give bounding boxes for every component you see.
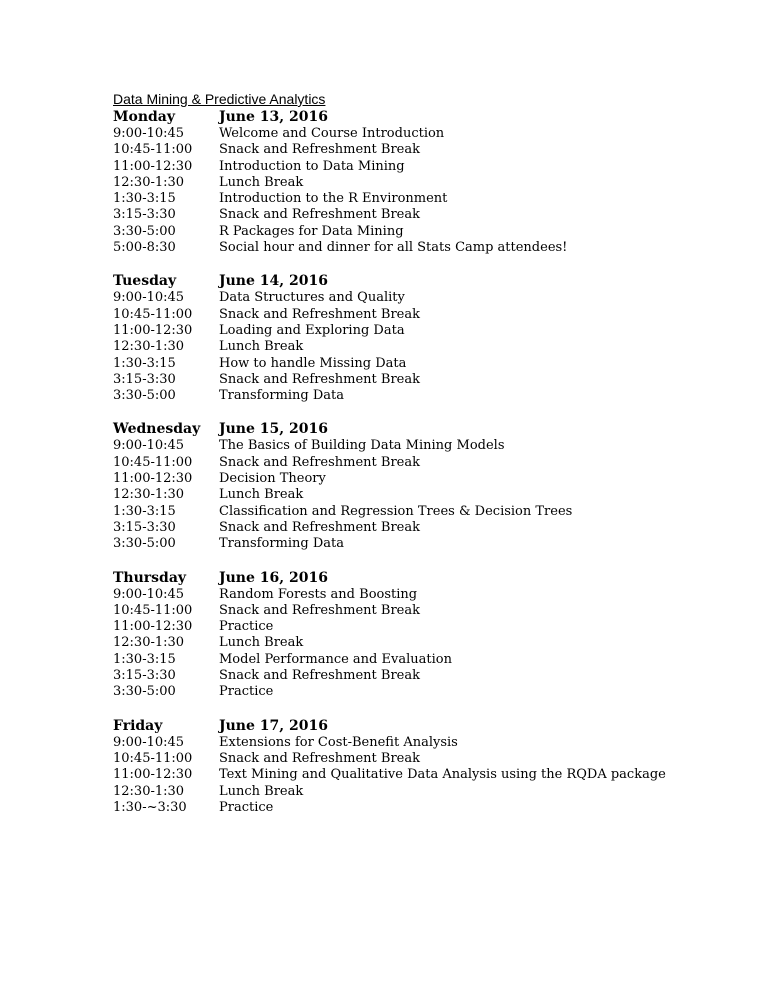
session-activity: Practice (219, 799, 274, 815)
session-row (113, 751, 733, 767)
document-title: Data Mining & Predictive Analytics (113, 91, 326, 107)
day-date: June 14, 2016 (219, 273, 328, 290)
session-activity: Lunch Break (219, 635, 304, 651)
day-header (113, 272, 733, 290)
day-name: Tuesday (113, 273, 177, 290)
session-time: 3:15-3:30 (113, 371, 176, 387)
day-name: Wednesday (113, 421, 201, 438)
session-time: 12:30-1:30 (113, 487, 185, 503)
session-time: 9:00-10:45 (113, 734, 185, 750)
session-row (113, 487, 733, 503)
session-activity: Decision Theory (219, 471, 326, 487)
session-row (113, 175, 733, 191)
session-time: 12:30-1:30 (113, 174, 185, 190)
session-activity: Introduction to Data Mining (219, 158, 405, 174)
session-time: 12:30-1:30 (113, 339, 185, 355)
session-row (113, 635, 733, 651)
day-date: June 15, 2016 (219, 421, 328, 438)
session-row (113, 191, 733, 207)
day-section-thursday (113, 569, 733, 701)
day-date: June 17, 2016 (219, 717, 328, 734)
session-row (113, 735, 733, 751)
session-activity: Welcome and Course Introduction (219, 126, 445, 141)
session-time: 11:00-12:30 (113, 322, 193, 338)
session-time: 10:45-11:00 (113, 142, 193, 158)
session-activity: R Packages for Data Mining (219, 223, 404, 239)
session-activity: Transforming Data (219, 536, 344, 552)
day-name: Thursday (113, 569, 187, 586)
session-time: 1:30-3:15 (113, 191, 176, 207)
day-header (113, 108, 733, 126)
session-activity: Text Mining and Qualitative Data Analysis using the RQDA package (219, 767, 666, 783)
session-row (113, 290, 733, 306)
session-time: 9:00-10:45 (113, 586, 185, 602)
session-activity: Classification and Regression Trees & Decision Trees (219, 503, 573, 519)
session-time: 3:30-5:00 (113, 684, 176, 700)
day-date: June 16, 2016 (219, 569, 328, 586)
session-row (113, 240, 733, 256)
session-activity: Practice (219, 684, 274, 700)
session-time: 9:00-10:45 (113, 290, 185, 306)
session-activity: Snack and Refreshment Break (219, 750, 420, 766)
session-row (113, 536, 733, 552)
session-activity: Model Performance and Evaluation (219, 651, 452, 667)
session-time: 11:00-12:30 (113, 158, 193, 174)
session-row (113, 603, 733, 619)
session-time: 10:45-11:00 (113, 602, 193, 618)
session-activity: Social hour and dinner for all Stats Camp attendees! (219, 240, 568, 256)
session-activity: Loading and Exploring Data (219, 322, 405, 338)
session-row (113, 455, 733, 471)
session-row (113, 504, 733, 520)
session-row (113, 126, 733, 142)
session-row (113, 159, 733, 175)
session-activity: Snack and Refreshment Break (219, 207, 420, 223)
session-time: 12:30-1:30 (113, 635, 185, 651)
session-row (113, 668, 733, 684)
session-row (113, 520, 733, 536)
session-activity: Snack and Refreshment Break (219, 306, 420, 322)
session-activity: Random Forests and Boosting (219, 586, 418, 602)
day-section-monday (113, 108, 733, 256)
day-date: June 13, 2016 (219, 109, 328, 125)
session-time: 9:00-10:45 (113, 126, 185, 141)
session-time: 12:30-1:30 (113, 783, 185, 799)
session-time: 10:45-11:00 (113, 306, 193, 322)
session-activity: Lunch Break (219, 339, 304, 355)
session-row (113, 356, 733, 372)
session-time: 11:00-12:30 (113, 619, 193, 635)
session-row (113, 307, 733, 323)
session-time: 1:30-~3:30 (113, 799, 187, 815)
session-row (113, 323, 733, 339)
day-name: Monday (113, 109, 176, 125)
day-header (113, 569, 733, 587)
session-row (113, 224, 733, 240)
session-time: 1:30-3:15 (113, 503, 176, 519)
session-row (113, 339, 733, 355)
session-activity: Introduction to the R Environment (219, 191, 448, 207)
session-activity: Snack and Refreshment Break (219, 142, 420, 158)
session-row (113, 800, 733, 816)
day-section-tuesday (113, 272, 733, 404)
session-time: 11:00-12:30 (113, 471, 193, 487)
session-activity: Data Structures and Quality (219, 290, 405, 306)
session-activity: Practice (219, 619, 274, 635)
session-time: 10:45-11:00 (113, 750, 193, 766)
session-activity: Snack and Refreshment Break (219, 519, 420, 535)
session-time: 3:15-3:30 (113, 668, 176, 684)
session-activity: Lunch Break (219, 174, 304, 190)
session-row (113, 619, 733, 635)
session-row (113, 652, 733, 668)
session-row (113, 372, 733, 388)
session-row (113, 388, 733, 404)
session-time: 3:30-5:00 (113, 223, 176, 239)
session-time: 9:00-10:45 (113, 438, 185, 454)
session-row (113, 767, 733, 783)
session-time: 3:30-5:00 (113, 388, 176, 404)
session-activity: Snack and Refreshment Break (219, 668, 420, 684)
session-row (113, 587, 733, 603)
session-row (113, 207, 733, 223)
session-time: 3:15-3:30 (113, 519, 176, 535)
day-name: Friday (113, 717, 163, 734)
session-row (113, 471, 733, 487)
session-activity: Lunch Break (219, 487, 304, 503)
session-activity: Transforming Data (219, 388, 344, 404)
session-activity: Snack and Refreshment Break (219, 454, 420, 470)
session-activity: The Basics of Building Data Mining Models (219, 438, 505, 454)
session-row (113, 438, 733, 454)
session-activity: Extensions for Cost-Benefit Analysis (219, 734, 458, 750)
session-time: 1:30-3:15 (113, 355, 176, 371)
session-activity: Snack and Refreshment Break (219, 602, 420, 618)
day-section-friday (113, 717, 733, 816)
day-section-wednesday (113, 420, 733, 552)
session-time: 11:00-12:30 (113, 767, 193, 783)
session-activity: Lunch Break (219, 783, 304, 799)
session-time: 5:00-8:30 (113, 240, 176, 256)
session-activity: Snack and Refreshment Break (219, 371, 420, 387)
day-header (113, 717, 733, 735)
session-activity: How to handle Missing Data (219, 355, 407, 371)
session-row (113, 142, 733, 158)
session-row (113, 684, 733, 700)
schedule-document (113, 91, 733, 832)
day-header (113, 420, 733, 438)
session-time: 3:30-5:00 (113, 536, 176, 552)
session-time: 10:45-11:00 (113, 454, 193, 470)
session-time: 3:15-3:30 (113, 207, 176, 223)
session-time: 1:30-3:15 (113, 651, 176, 667)
session-row (113, 784, 733, 800)
